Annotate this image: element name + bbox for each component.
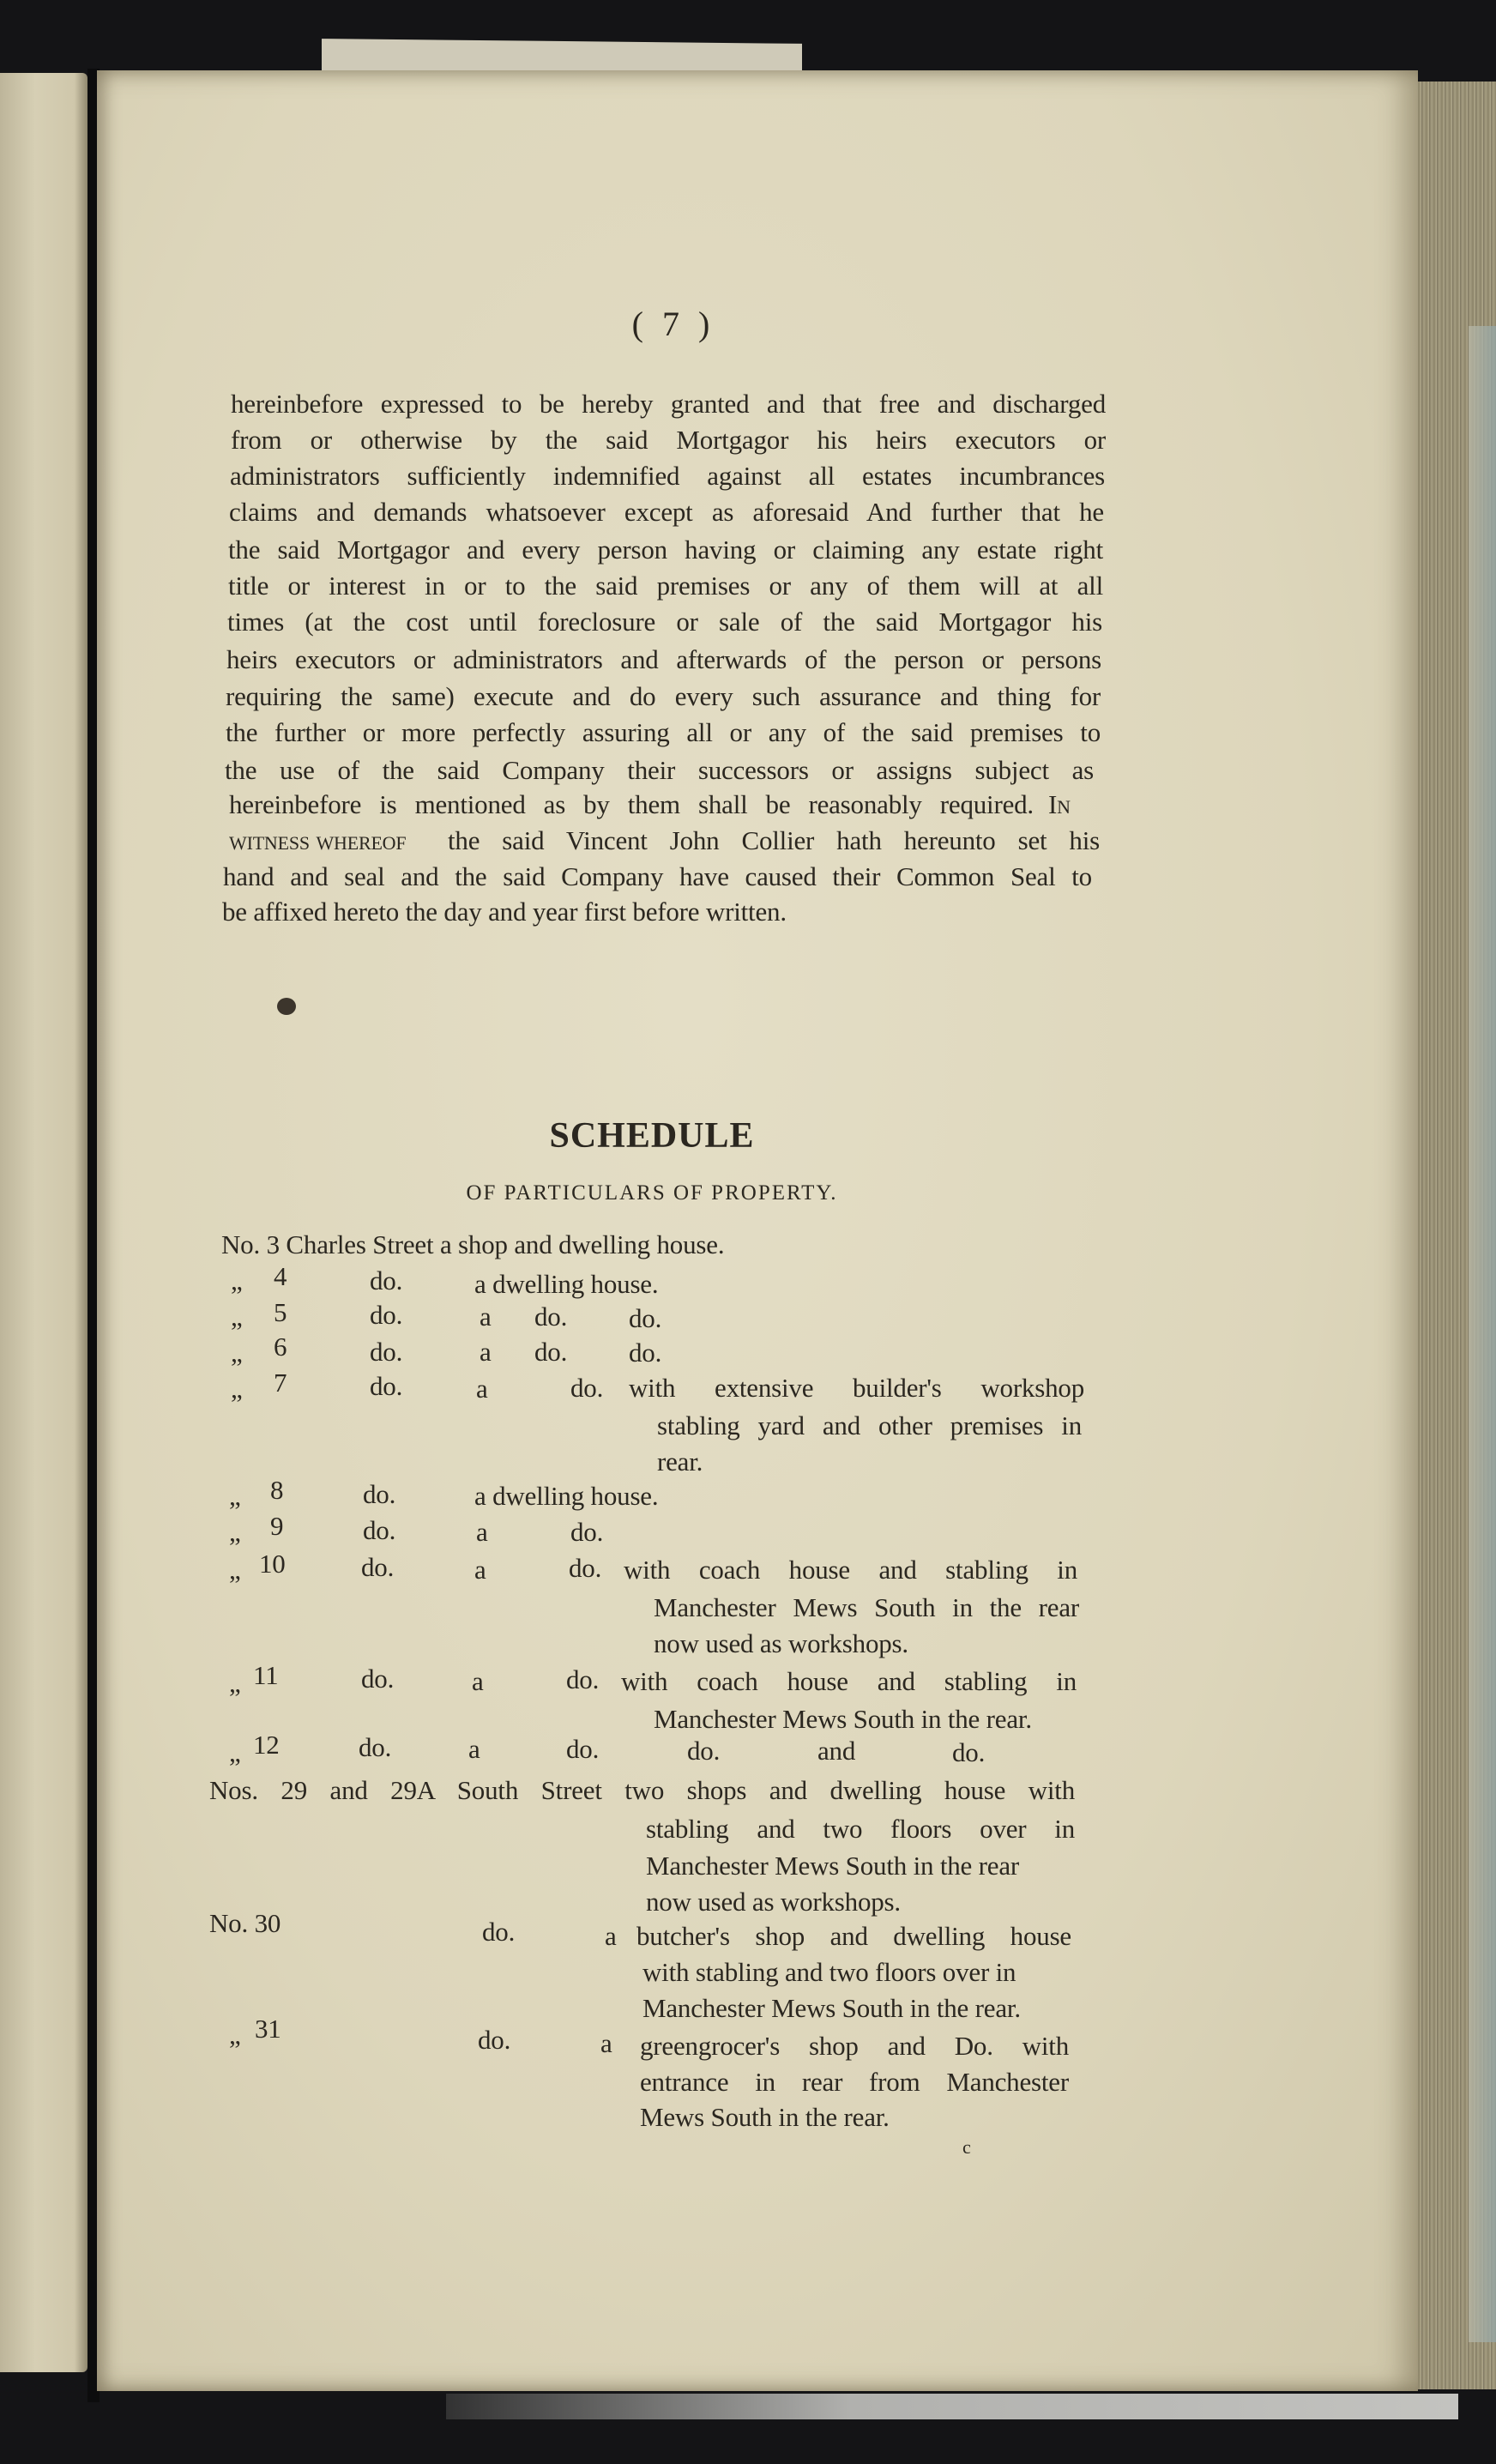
schedule-entry-text: greengrocer's shop and Do. with: [640, 2031, 1069, 2061]
schedule-entry-text: 7: [274, 1368, 287, 1398]
schedule-entry-text: No. 30: [209, 1908, 281, 1938]
schedule-entry-text: now used as workshops.: [646, 1887, 901, 1917]
schedule-entry-text: a: [605, 1921, 617, 1951]
schedule-entry-text: Manchester Mews South in the rear: [654, 1592, 1079, 1622]
facing-page-left-edge: [0, 73, 87, 2372]
schedule-entry-text: do.: [361, 1664, 395, 1694]
body-line: requiring the same) execute and do every such assurance and thing for: [226, 681, 1101, 711]
body-line: the said Mortgagor and every person having or claiming any estate right: [228, 534, 1103, 565]
schedule-entry-text: and: [817, 1736, 856, 1766]
schedule-entry-text: 10: [259, 1549, 286, 1579]
body-line: title or interest in or to the said premises or any of them will at all: [228, 571, 1103, 601]
schedule-entry-text: a: [476, 1517, 488, 1547]
schedule-entry-text: Manchester Mews South in the rear: [646, 1851, 1020, 1881]
schedule-entry-text: do.: [363, 1479, 396, 1509]
schedule-entry-text: do.: [534, 1337, 568, 1367]
schedule-entry-text: with coach house and stabling in: [624, 1555, 1077, 1585]
schedule-entry-text: 5: [274, 1297, 287, 1327]
schedule-entry-text: do.: [566, 1734, 600, 1764]
schedule-entry-text: stabling yard and other premises in: [657, 1410, 1082, 1440]
schedule-entry-text: do.: [370, 1337, 403, 1367]
schedule-entry-text: „: [231, 1301, 243, 1332]
schedule-entry-text: Mews South in the rear.: [640, 2102, 890, 2132]
schedule-entry-text: 12: [253, 1730, 280, 1760]
body-line: heirs executors or administrators and afterwards of the person or persons: [226, 644, 1101, 674]
body-line: times (at the cost until foreclosure or sale of the said Mortgagor his: [227, 607, 1102, 637]
schedule-entry-text: entrance in rear from Manchester: [640, 2067, 1069, 2097]
body-line-smallcaps: witness whereof: [229, 825, 407, 855]
schedule-entry-text: 9: [270, 1511, 284, 1541]
schedule-entry-text: 8: [270, 1475, 284, 1505]
schedule-entry-text: do.: [629, 1338, 662, 1368]
schedule-entry-text: do.: [359, 1732, 392, 1762]
schedule-entry-text: a: [600, 2028, 612, 2058]
schedule-entry-text: do.: [534, 1301, 568, 1332]
schedule-entry-text: 11: [253, 1660, 279, 1690]
schedule-entry-text: do.: [478, 2025, 511, 2055]
body-line: hand and seal and the said Company have caused their Common Seal to: [223, 861, 1092, 891]
bottom-paper-strip: [446, 2394, 1458, 2419]
body-line: hereinbefore expressed to be hereby granted and that free and discharged: [231, 389, 1106, 419]
schedule-entry-text: do.: [570, 1517, 604, 1547]
body-line-smallcaps: In: [1048, 789, 1071, 819]
schedule-entry-text: rear.: [657, 1446, 703, 1477]
ink-blot: [277, 998, 296, 1015]
schedule-entry-text: do.: [370, 1300, 403, 1330]
schedule-entry-text: 4: [274, 1261, 287, 1291]
schedule-entry-text: „: [229, 1668, 241, 1698]
schedule-entry-text: 6: [274, 1332, 287, 1362]
schedule-entry-text: „: [229, 1737, 241, 1767]
schedule-entry-text: a dwelling house.: [474, 1481, 659, 1511]
map-insert-edge: [1469, 326, 1496, 2342]
schedule-entry-text: a: [468, 1734, 480, 1764]
body-line: claims and demands whatsoever except as aforesaid And further that he: [229, 497, 1104, 527]
schedule-title: SCHEDULE: [549, 1116, 755, 1156]
schedule-entry-text: do.: [687, 1736, 721, 1766]
schedule-entry-text: „: [229, 1481, 241, 1511]
body-line: the said Vincent John Collier hath hereunto set his: [448, 825, 1100, 855]
schedule-entry-text: „: [231, 1338, 243, 1368]
schedule-entry-text: „: [229, 1517, 241, 1547]
schedule-entry-text: 31: [255, 2014, 281, 2044]
body-line: the further or more perfectly assuring all or any of the said premises to: [226, 717, 1101, 747]
schedule-entry-text: with coach house and stabling in: [621, 1666, 1077, 1696]
schedule-entry-text: „: [229, 2020, 241, 2050]
schedule-subtitle: OF PARTICULARS OF PROPERTY.: [466, 1181, 838, 1205]
schedule-entry-text: now used as workshops.: [654, 1628, 908, 1658]
schedule-entry-text: Nos. 29 and 29A South Street two shops and dwelling house with: [209, 1775, 1075, 1805]
schedule-entry-text: do.: [482, 1917, 516, 1947]
page-number: ( 7 ): [631, 305, 715, 343]
schedule-entry-text: do.: [566, 1664, 600, 1694]
schedule-entry-text: with stabling and two floors over in: [642, 1957, 1016, 1987]
schedule-entry-text: a: [480, 1301, 492, 1332]
body-line: hereinbefore is mentioned as by them shall be reasonably required.: [229, 789, 1034, 819]
body-line: administrators sufficiently indemnified against all estates incumbrances: [230, 461, 1105, 491]
schedule-entry-text: do.: [952, 1737, 986, 1767]
schedule-entry-text: do.: [361, 1552, 395, 1582]
schedule-entry-text: Manchester Mews South in the rear.: [654, 1704, 1032, 1734]
schedule-entry-text: do.: [569, 1553, 602, 1583]
signature-mark: c: [962, 2136, 971, 2158]
schedule-entry-text: do.: [363, 1515, 396, 1545]
schedule-entry-text: a: [474, 1555, 486, 1585]
schedule-entry-text: „: [229, 1555, 241, 1585]
schedule-entry-text: with extensive builder's workshop: [629, 1373, 1084, 1403]
schedule-entry-text: do.: [629, 1303, 662, 1333]
schedule-entry-text: stabling and two floors over in: [646, 1814, 1075, 1844]
schedule-entry-text: butcher's shop and dwelling house: [636, 1921, 1071, 1951]
schedule-entry-text: a dwelling house.: [474, 1269, 659, 1299]
schedule-entry-text: „: [231, 1265, 243, 1295]
schedule-entry-text: do.: [570, 1373, 604, 1403]
schedule-entry-text: No. 3 Charles Street a shop and dwelling house.: [221, 1229, 725, 1259]
schedule-entry-text: a: [472, 1666, 484, 1696]
body-line: be affixed hereto the day and year first before written.: [222, 897, 787, 927]
body-line: the use of the said Company their successors or assigns subject as: [225, 755, 1094, 785]
schedule-entry-text: Manchester Mews South in the rear.: [642, 1993, 1021, 2023]
schedule-entry-text: a: [476, 1374, 488, 1404]
schedule-entry-text: a: [480, 1337, 492, 1367]
schedule-entry-text: do.: [370, 1265, 403, 1295]
schedule-entry-text: „: [231, 1374, 243, 1404]
schedule-entry-text: do.: [370, 1371, 403, 1401]
body-line: from or otherwise by the said Mortgagor his heirs executors or: [231, 425, 1106, 455]
